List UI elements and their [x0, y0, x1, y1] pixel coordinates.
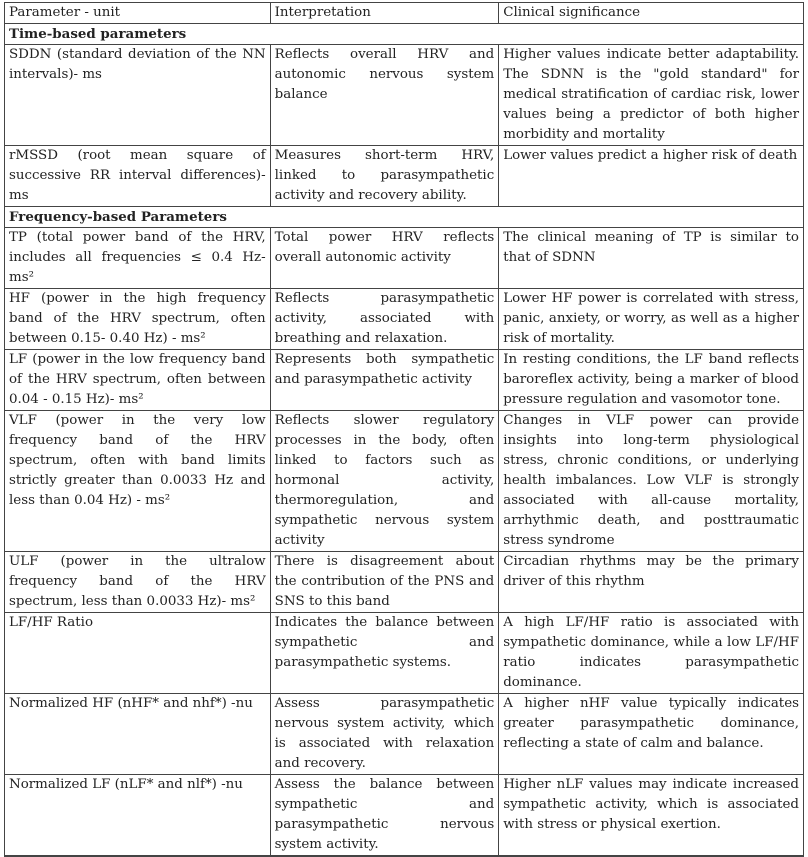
header-row: [5, 3, 804, 24]
table-row: [5, 613, 804, 694]
table-row: [5, 856, 804, 857]
cell-interpretation: Represents both sympathetic and parasympathetic activity: [270, 350, 499, 411]
hrv-parameters-table: [4, 2, 804, 857]
cell-interpretation: Reflects overall HRV and autonomic nervous system balance: [270, 45, 499, 146]
cell-parameter: SDDN (standard deviation of the NN intervals)- ms: [5, 45, 271, 146]
section-row-time-based: [5, 24, 804, 45]
table-row: [5, 775, 804, 856]
cell-significance: The clinical meaning of TP is similar to that of SDNN: [499, 228, 804, 289]
table-row: [5, 350, 804, 411]
table-row: [5, 45, 804, 146]
header-interpretation: Interpretation: [270, 3, 499, 24]
cell-interpretation: There is disagreement about the contribution of the PNS and SNS to this band: [270, 552, 499, 613]
cell-parameter: rMSSD (root mean square of successive RR interval differences)- ms: [5, 146, 271, 207]
cell-significance: Higher nLF values may indicate increased sympathetic activity, which is associated with stress or physical exertion.: [499, 775, 804, 856]
cell-interpretation: Reflects parasympathetic activity, associated with breathing and relaxation.: [270, 289, 499, 350]
table-row: [5, 289, 804, 350]
cell-parameter: Normalized HF (nHF* and nhf*) -nu: [5, 694, 271, 775]
table-row: [5, 228, 804, 289]
cell-parameter: [5, 856, 271, 857]
cell-parameter: VLF (power in the very low frequency band of the HRV spectrum, often with band limits strictly greater than 0.0033 Hz and less than 0.04 Hz) - ms²: [5, 411, 271, 552]
cell-significance: Lower HF power is correlated with stress, panic, anxiety, or worry, as well as a higher risk of mortality.: [499, 289, 804, 350]
cell-interpretation: Reflects slower regulatory processes in the body, often linked to factors such as hormonal activity, thermoregulation, and sympathetic nervous system activity: [270, 411, 499, 552]
cell-interpretation: Indicates the balance between sympathetic and parasympathetic systems.: [270, 613, 499, 694]
cell-significance: Changes in VLF power can provide insights into long-term physiological stress, chronic conditions, or underlying health imbalances. Low VLF is strongly associated with all-cause mortality, arrhythmic death, and posttraumatic stress syndrome: [499, 411, 804, 552]
table-row: [5, 411, 804, 552]
cell-significance: Lower values predict a higher risk of death: [499, 146, 804, 207]
cell-parameter: Normalized LF (nLF* and nlf*) -nu: [5, 775, 271, 856]
cell-significance: Higher values indicate better adaptability. The SDNN is the "gold standard" for medical stratification of cardiac risk, lower values being a predictor of both higher morbidity and mortality: [499, 45, 804, 146]
header-clinical-significance: Clinical significance: [499, 3, 804, 24]
section-title: Time-based parameters: [5, 24, 804, 45]
cell-significance: A higher nHF value typically indicates greater parasympathetic dominance, reflecting a state of calm and balance.: [499, 694, 804, 775]
cell-significance: A high LF/HF ratio is associated with sympathetic dominance, while a low LF/HF ratio indicates parasympathetic dominance.: [499, 613, 804, 694]
cell-interpretation: [270, 856, 499, 857]
section-title: Frequency-based Parameters: [5, 207, 804, 228]
table-row: [5, 146, 804, 207]
cell-interpretation: Assess parasympathetic nervous system activity, which is associated with relaxation and recovery.: [270, 694, 499, 775]
cell-significance: Circadian rhythms may be the primary driver of this rhythm: [499, 552, 804, 613]
cell-interpretation: Total power HRV reflects overall autonomic activity: [270, 228, 499, 289]
header-parameter-unit: Parameter - unit: [5, 3, 271, 24]
cell-significance: In resting conditions, the LF band reflects baroreflex activity, being a marker of blood pressure regulation and vasomotor tone.: [499, 350, 804, 411]
section-row-frequency-based: [5, 207, 804, 228]
cell-significance: [499, 856, 804, 857]
cell-parameter: TP (total power band of the HRV, includes all frequencies ≤ 0.4 Hz- ms²: [5, 228, 271, 289]
cell-parameter: LF (power in the low frequency band of the HRV spectrum, often between 0.04 - 0.15 Hz)- ms²: [5, 350, 271, 411]
table-row: [5, 552, 804, 613]
cell-interpretation: Assess the balance between sympathetic and parasympathetic nervous system activity.: [270, 775, 499, 856]
cell-parameter: LF/HF Ratio: [5, 613, 271, 694]
cell-parameter: HF (power in the high frequency band of the HRV spectrum, often between 0.15- 0.40 Hz) - ms²: [5, 289, 271, 350]
cell-interpretation: Measures short-term HRV, linked to parasympathetic activity and recovery ability.: [270, 146, 499, 207]
table-row: [5, 694, 804, 775]
cell-parameter: ULF (power in the ultralow frequency band of the HRV spectrum, less than 0.0033 Hz)- ms²: [5, 552, 271, 613]
